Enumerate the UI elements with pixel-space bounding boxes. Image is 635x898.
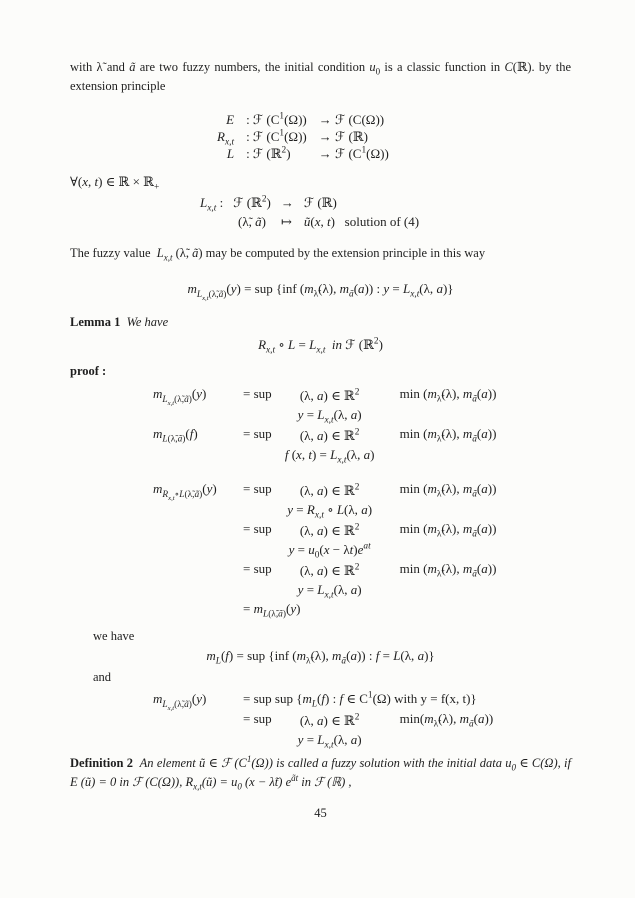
eq-lhs: $m_{L(\lambdã,ã)}(f)$ bbox=[153, 426, 198, 445]
equation-row bbox=[153, 709, 571, 749]
op-symbol: L bbox=[226, 146, 235, 161]
min-term: $\min (m_{\lambdã}(\lambda)$, $m_ã(a)$) bbox=[399, 481, 497, 500]
sup-condition: $y = R_{x,t}$ ∘ L(λ, a) bbox=[287, 502, 373, 521]
page-number: 45 bbox=[314, 806, 327, 820]
map-domain: (λ̃, ã) bbox=[238, 214, 267, 229]
min-term: $\min (m_{\lambdã}(\lambda)$, $m_ã(a)$) bbox=[399, 561, 497, 580]
map-arrow: → bbox=[280, 195, 294, 210]
forall-line: ∀(x, t) ∈ ℝ × ℝ$_+$ bbox=[70, 174, 160, 193]
map-codomain: ℱ (ℝ) bbox=[303, 195, 337, 210]
eq-relation: = sup bbox=[243, 386, 272, 401]
sup-condition: $y = L_{x,t}(\lambda$, a) bbox=[297, 582, 362, 601]
sup-conditions bbox=[282, 519, 378, 559]
proof-block-c bbox=[153, 689, 571, 749]
sup-condition: f (x, $t) = L_{x,t}(\lambda$, a) bbox=[284, 447, 375, 466]
map-arrow: ↦ bbox=[280, 214, 292, 229]
lemma-text: We have bbox=[126, 315, 169, 329]
sup-conditions bbox=[282, 559, 378, 599]
sup-conditions bbox=[487, 689, 583, 691]
and-text: and bbox=[93, 670, 112, 684]
extension-principle-equation: $m_{L_{x,t}(\lambdã,ã)}(y)$ = sup {inf ($m_{\lambdã}(\lambda)$, $m_ã(a)$) : $y = L_{x,t}(\lambda$, a)} bbox=[187, 281, 454, 302]
lxt-mapping-block bbox=[200, 193, 419, 231]
we-have-text: we have bbox=[93, 629, 135, 643]
sup-condition: $y = u_0(x - \lambda t)e^{at}$ bbox=[288, 541, 371, 561]
op-codomain: → ℱ $(C^1(\Omega))$ bbox=[318, 145, 389, 161]
lemma-label: Lemma 1 bbox=[70, 315, 121, 329]
definition-label: Definition 2 bbox=[70, 756, 134, 770]
map-codomain: ũ(x, t) solution of (4) bbox=[303, 214, 420, 229]
proof-label: proof : bbox=[70, 364, 107, 378]
eq-relation: = sup bbox=[243, 481, 272, 496]
equation-row bbox=[153, 519, 571, 559]
m-l-equation: $m_L(f)$ = sup {inf ($m_{\lambdã}(\lambda)$, $m_ã(a)$) : f = L(λ, a)} bbox=[206, 648, 435, 667]
equation-row bbox=[153, 479, 571, 519]
op-domain: : ℱ (ℝ$^2$) bbox=[246, 145, 291, 161]
eq-lhs: $m_{R_{x,t}\circ L(\lambdã,ã)}(y)$ bbox=[153, 481, 217, 502]
equation-row bbox=[153, 384, 571, 424]
eq-relation: = sup bbox=[243, 561, 272, 576]
proof-block-a bbox=[153, 384, 571, 464]
eq-lhs: $m_{L_{x,t}(\lambdã,ã)}(y)$ bbox=[153, 386, 207, 407]
sup-condition: (λ, a) ∈ ℝ$^2$ bbox=[299, 562, 360, 578]
fuzzy-value-paragraph: The fuzzy value $L_{x,t}$ (λ̃, ã) may be computed by the extension principle in this way bbox=[70, 246, 486, 263]
op-domain: : ℱ $(C^1(\Omega))$ bbox=[246, 111, 307, 127]
sup-conditions bbox=[282, 479, 378, 519]
min-term: $\min (m_{\lambdã}(\lambda)$, $m_ã(a)$) bbox=[399, 386, 497, 405]
equation-row bbox=[153, 689, 571, 712]
lemma-1-heading bbox=[70, 313, 571, 332]
sup-conditions bbox=[282, 424, 378, 464]
operator-definitions-block bbox=[217, 111, 389, 162]
sup-condition: $y = L_{x,t}(\lambda$, a) bbox=[297, 407, 362, 426]
eq-relation: = sup bbox=[243, 711, 272, 726]
eq-relation: = sup bbox=[243, 521, 272, 536]
sup-condition: (λ, a) ∈ ℝ$^2$ bbox=[299, 482, 360, 498]
eq-relation: = sup bbox=[243, 426, 272, 441]
map-label bbox=[200, 212, 223, 231]
equation-row bbox=[153, 559, 571, 599]
op-symbol: $R_{x,t}$ bbox=[217, 129, 235, 148]
sup-condition: (λ, a) ∈ ℝ$^2$ bbox=[299, 427, 360, 443]
sup-conditions bbox=[282, 709, 378, 749]
min-term: $\min (m_{\lambdã}(\lambda)$, $m_ã(a)$) bbox=[399, 426, 497, 445]
op-domain: : ℱ $(C^1(\Omega))$ bbox=[246, 128, 307, 144]
min-term: $\min (m_{\lambdã}(\lambda)$, $m_ã(a)$) bbox=[399, 521, 497, 540]
equation-row bbox=[153, 424, 571, 464]
sup-conditions bbox=[282, 384, 378, 424]
eq-relation: = $m_{L(\lambdã,ã)}(y)$ bbox=[243, 601, 301, 620]
map-domain: ℱ (ℝ$^2$) bbox=[233, 194, 271, 210]
eq-lhs: $m_{L_{x,t}(\lambdã,ã)}(y)$ bbox=[153, 691, 207, 712]
sup-conditions bbox=[310, 599, 406, 601]
sup-condition: (λ, a) ∈ ℝ$^2$ bbox=[299, 522, 360, 538]
min-term: $\min(m_{\lambdã}(\lambda)$, $m_ã(a)$) bbox=[399, 711, 494, 730]
op-codomain: → ℱ (C(Ω)) bbox=[318, 112, 385, 127]
definition-text: An element ũ ∈ ℱ $(C^1(\Omega))$ is called a fuzzy solution with the initial data $u_0$ ∈ C(Ω), if E (ũ) = 0 in ℱ (C(Ω)), $R_{x,t}(ũ) = u_0$ (x − λ̃t) $e^{ãt}$ in ℱ (ℝ) , bbox=[70, 753, 571, 792]
op-symbol: E bbox=[226, 112, 235, 127]
sup-condition: $y = L_{x,t}(\lambda$, a) bbox=[297, 732, 362, 751]
intro-paragraph: with λ̃ and ã are two fuzzy numbers, the initial condition $u_0$ is a classic function in C(ℝ). by the extension principle bbox=[70, 60, 571, 93]
sup-condition: (λ, a) ∈ ℝ$^2$ bbox=[299, 712, 360, 728]
equation-row bbox=[153, 599, 571, 619]
proof-block-b bbox=[153, 479, 571, 619]
map-label: $L_{x,t}$ : bbox=[200, 195, 224, 214]
lemma-identity-equation: $R_{x,t}$ ∘ $L = L_{x,t}$ in ℱ (ℝ$^2$) bbox=[258, 336, 383, 356]
sup-condition: (λ, a) ∈ ℝ$^2$ bbox=[299, 387, 360, 403]
op-codomain: → ℱ (ℝ) bbox=[318, 129, 368, 144]
eq-relation: = sup sup {$m_L(f)$ : f ∈ $C^1(\Omega)$ with y = f(x, t)} bbox=[243, 690, 477, 710]
definition-2-paragraph bbox=[70, 754, 571, 792]
